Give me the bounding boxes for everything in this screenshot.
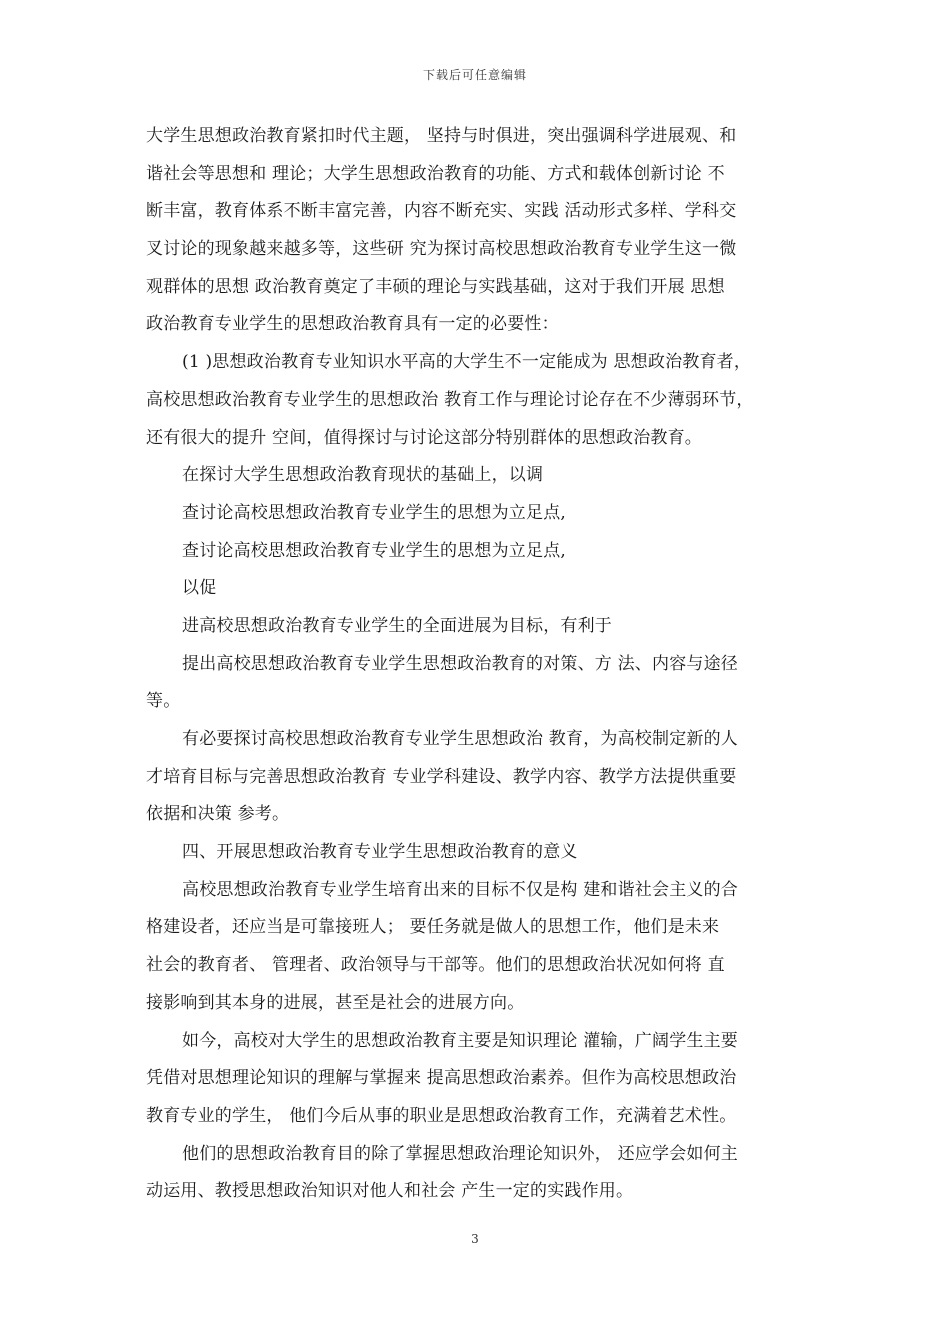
- text-line: 教育专业的学生， 他们今后从事的职业是思想政治教育工作，充满着艺术性。: [146, 1105, 737, 1126]
- text-line: 叉讨论的现象越来越多等，这些研 究为探讨高校思想政治教育专业学生这一微: [146, 239, 737, 260]
- text-line: (1 )思想政治教育专业知识水平高的大学生不一定能成为 思想政治教育者，: [182, 352, 752, 373]
- page-number: 3: [471, 1232, 479, 1246]
- text-line: 才培育目标与完善思想政治教育 专业学科建设、教学内容、教学方法提供重要: [146, 766, 737, 787]
- page-header: 下载后可任意编辑: [422, 68, 527, 82]
- text-line: 进高校思想政治教育专业学生的全面进展为目标，有利于: [182, 615, 612, 636]
- document-body: [146, 118, 810, 1211]
- text-line: 以促: [182, 578, 217, 599]
- text-line: 政治教育专业学生的思想政治教育具有一定的必要性：: [146, 314, 559, 335]
- text-line: 还有很大的提升 空间，值得探讨与讨论这部分特别群体的思想政治教育。: [146, 427, 703, 448]
- text-line: 等。: [146, 691, 181, 712]
- text-line: 格建设者，还应当是可靠接班人； 要任务就是做人的思想工作，他们是未来: [146, 917, 720, 938]
- text-line: 凭借对思想理论知识的理解与掌握来 提高思想政治素养。但作为高校思想政治: [146, 1068, 737, 1089]
- section-heading: 四、开展思想政治教育专业学生思想政治教育的意义: [182, 842, 578, 863]
- text-line: 如今，高校对大学生的思想政治教育主要是知识理论 灌输，广阔学生主要: [182, 1030, 739, 1051]
- text-line: 有必要探讨高校思想政治教育专业学生思想政治 教育，为高校制定新的人: [182, 729, 739, 749]
- text-line: 谐社会等思想和 理论；大学生思想政治教育的功能、方式和载体创新讨论 不: [146, 163, 725, 184]
- text-line: 查讨论高校思想政治教育专业学生的思想为立足点,: [182, 502, 567, 523]
- text-line: 提出高校思想政治教育专业学生思想政治教育的对策、方 法、内容与途径: [182, 653, 739, 674]
- text-line: 社会的教育者、 管理者、政治领导与干部等。他们的思想政治状况如何将 直: [146, 955, 725, 976]
- text-line: 依据和决策 参考。: [146, 804, 290, 825]
- text-line: 大学生思想政治教育紧扣时代主题， 坚持与时俱进，突出强调科学进展观、和: [146, 126, 737, 146]
- text-line: 他们的思想政治教育目的除了掌握思想政治理论知识外， 还应学会如何主: [182, 1143, 739, 1164]
- text-line: 在探讨大学生思想政治教育现状的基础上，以调: [182, 465, 544, 486]
- text-line: 断丰富，教育体系不断丰富完善，内容不断充实、实践 活动形式多样、学科交: [146, 201, 737, 222]
- text-line: 高校思想政治教育专业学生培育出来的目标不仅是构 建和谐社会主义的合: [182, 879, 739, 900]
- text-line: 观群体的思想 政治教育奠定了丰硕的理论与实践基础，这对于我们开展 思想: [146, 276, 725, 297]
- text-line: 接影响到其本身的进展，甚至是社会的进展方向。: [146, 992, 525, 1013]
- text-line: 查讨论高校思想政治教育专业学生的思想为立足点,: [182, 540, 567, 561]
- text-line: 高校思想政治教育专业学生的思想政治 教育工作与理论讨论存在不少薄弱环节，: [146, 389, 754, 410]
- text-line: 动运用、教授思想政治知识对他人和社会 产生一定的实践作用。: [146, 1181, 634, 1202]
